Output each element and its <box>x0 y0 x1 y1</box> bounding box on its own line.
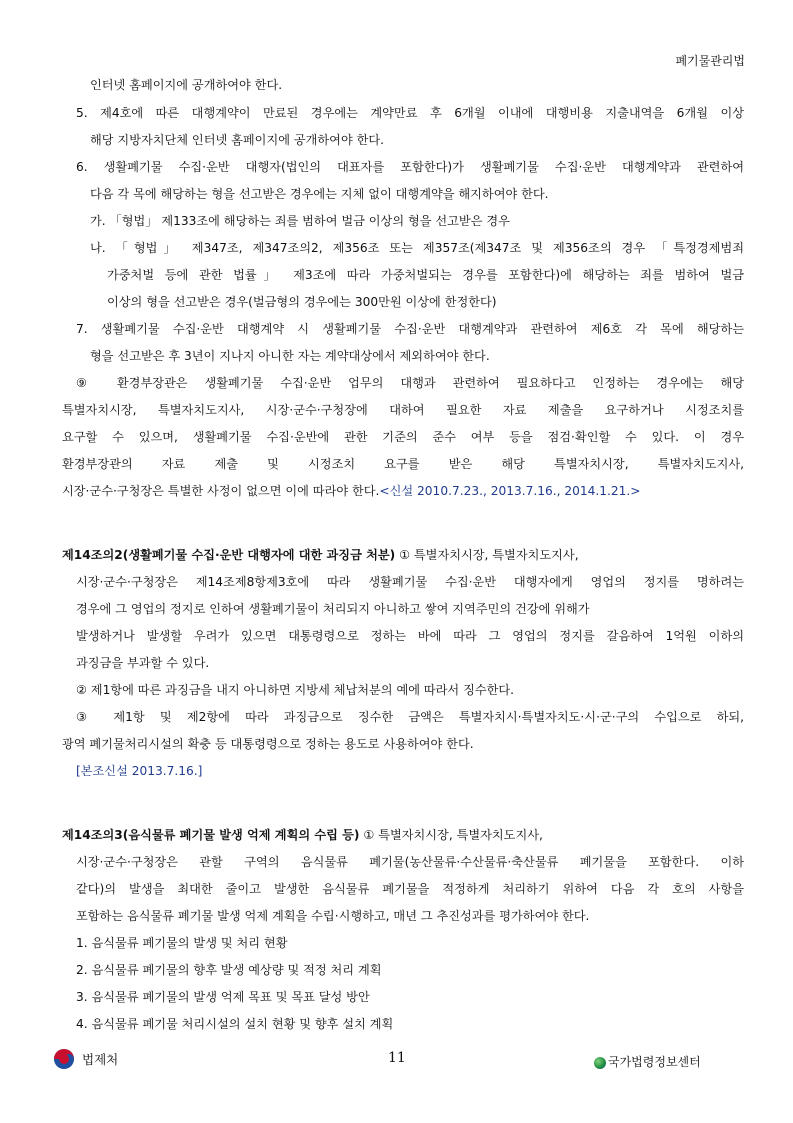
footer-left <box>54 1049 118 1069</box>
text-line: 발생하거나 발생할 우려가 있으면 대통령령으로 정하는 바에 따라 그 영업의 정지를 갈음하여 1억원 이하의 <box>76 629 744 643</box>
text-line: 해당 지방자치단체 인터넷 홈페이지에 공개하여야 한다. <box>90 133 385 147</box>
item-6: 6. 생활폐기물 수집·운반 대행자(법인의 대표자를 포함한다)가 생활폐기물 수집·운반 대행계약과 관련하여 <box>76 160 744 174</box>
footer-right <box>594 1053 701 1070</box>
text-line: 시장·군수·구청장은 제14조제8항제3호에 따라 생활폐기물 수집·운반 대행자에게 영업의 정지를 명하려는 <box>76 575 744 589</box>
page-number: 11 <box>388 1050 406 1066</box>
text-line: 특별자치시장, 특별자치도지사, 시장·군수·구청장에 대하여 필요한 자료 제출을 요구하거나 시정조치를 <box>62 403 744 417</box>
text-line: 인터넷 홈페이지에 공개하여야 한다. <box>90 78 283 92</box>
text-line: 과징금을 부과할 수 있다. <box>76 656 210 670</box>
text-line: 경우에 그 영업의 정지로 인하여 생활폐기물이 처리되지 아니하고 쌓여 지역주민의 건강에 위해가 <box>76 602 590 616</box>
text-segment: 시장·군수·구청장은 특별한 사정이 없으면 이에 따라야 한다. <box>62 484 380 498</box>
amendment-note: <신설 2010.7.23., 2013.7.16., 2014.1.21.> <box>379 484 641 498</box>
article-title: 제14조의2(생활폐기물 수집·운반 대행자에 대한 과징금 처분) <box>62 548 396 562</box>
text-line: 형을 선고받은 후 3년이 지나지 아니한 자는 계약대상에서 제외하여야 한다. <box>90 349 490 363</box>
text-line: 이상의 형을 선고받은 경우(벌금형의 경우에는 300만원 이상에 한정한다) <box>107 295 497 309</box>
text-line: 가중처벌 등에 관한 법률」 제3조에 따라 가중처벌되는 경우를 포함한다)에 해당하는 죄를 범하여 벌금 <box>107 268 744 282</box>
paragraph-9: ⑨ 환경부장관은 생활폐기물 수집·운반 업무의 대행과 관련하여 필요하다고 인정하는 경우에는 해당 <box>76 376 744 390</box>
sub-item-na: 나. 「형법」 제347조, 제347조의2, 제356조 또는 제357조(제347조 및 제356조의 경우 「특정경제범죄 <box>90 241 744 255</box>
text-line: 환경부장관의 자료 제출 및 시정조치 요구를 받은 해당 특별자치시장, 특별자치도지사, <box>62 457 744 471</box>
text-segment: ① 특별자치시장, 특별자치도지사, <box>395 548 579 562</box>
list-item: 2. 음식물류 폐기물의 향후 발생 예상량 및 적정 처리 계획 <box>76 963 382 977</box>
amendment-note: [본조신설 2013.7.16.] <box>76 764 203 778</box>
item-7: 7. 생활폐기물 수집·운반 대행계약 시 생활폐기물 수집·운반 대행계약과 관련하여 제6호 각 목에 해당하는 <box>76 322 744 336</box>
text-line: 포함하는 음식물류 폐기물 발생 억제 계획을 수립·시행하고, 매년 그 추진성과를 평가하여야 한다. <box>76 909 590 923</box>
list-item: 1. 음식물류 폐기물의 발생 및 처리 현황 <box>76 936 288 950</box>
text-line: 시장·군수·구청장은 관할 구역의 음식물류 폐기물(농산물류·수산물류·축산물류 폐기물을 포함한다. 이하 <box>76 855 744 869</box>
text-line: 같다)의 발생을 최대한 줄이고 발생한 음식물류 폐기물을 적정하게 처리하기 위하여 다음 각 호의 사항을 <box>76 882 744 896</box>
item-5: 5. 제4호에 따른 대행계약이 만료된 경우에는 계약만료 후 6개월 이내에 대행비용 지출내역을 6개월 이상 <box>76 106 744 120</box>
text-segment: ① 특별자치시장, 특별자치도지사, <box>359 828 543 842</box>
sub-item-ga: 가. 「형법」 제133조에 해당하는 죄를 범하여 벌금 이상의 형을 선고받은 경우 <box>90 214 510 228</box>
running-header: 폐기물관리법 <box>675 54 745 68</box>
text-line: 요구할 수 있으며, 생활폐기물 수집·운반에 관한 기준의 준수 여부 등을 점검·확인할 수 있다. 이 경우 <box>62 430 744 444</box>
globe-logo-icon <box>594 1057 606 1069</box>
article-title: 제14조의3(음식물류 폐기물 발생 억제 계획의 수립 등) <box>62 828 360 842</box>
article-heading-line <box>62 546 579 564</box>
footer-right-label: 국가법령정보센터 <box>608 1055 701 1069</box>
taegeuk-logo-icon <box>54 1049 74 1069</box>
text-line <box>62 482 640 500</box>
text-line: 다음 각 목에 해당하는 형을 선고받은 경우에는 지체 없이 대행계약을 해지하여야 한다. <box>90 187 549 201</box>
footer-left-label: 법제처 <box>82 1052 119 1067</box>
text-line: 광역 폐기물처리시설의 확충 등 대통령령으로 정하는 용도로 사용하여야 한다. <box>62 737 474 751</box>
article-heading-line <box>62 826 543 844</box>
paragraph-2: ② 제1항에 따른 과징금을 내지 아니하면 지방세 체납처분의 예에 따라서 징수한다. <box>76 683 515 697</box>
paragraph-3: ③ 제1항 및 제2항에 따라 과징금으로 징수한 금액은 특별자치시·특별자치도·시·군·구의 수입으로 하되, <box>76 710 744 724</box>
list-item: 4. 음식물류 폐기물 처리시설의 설치 현황 및 향후 설치 계획 <box>76 1017 394 1031</box>
list-item: 3. 음식물류 폐기물의 발생 억제 목표 및 목표 달성 방안 <box>76 990 370 1004</box>
